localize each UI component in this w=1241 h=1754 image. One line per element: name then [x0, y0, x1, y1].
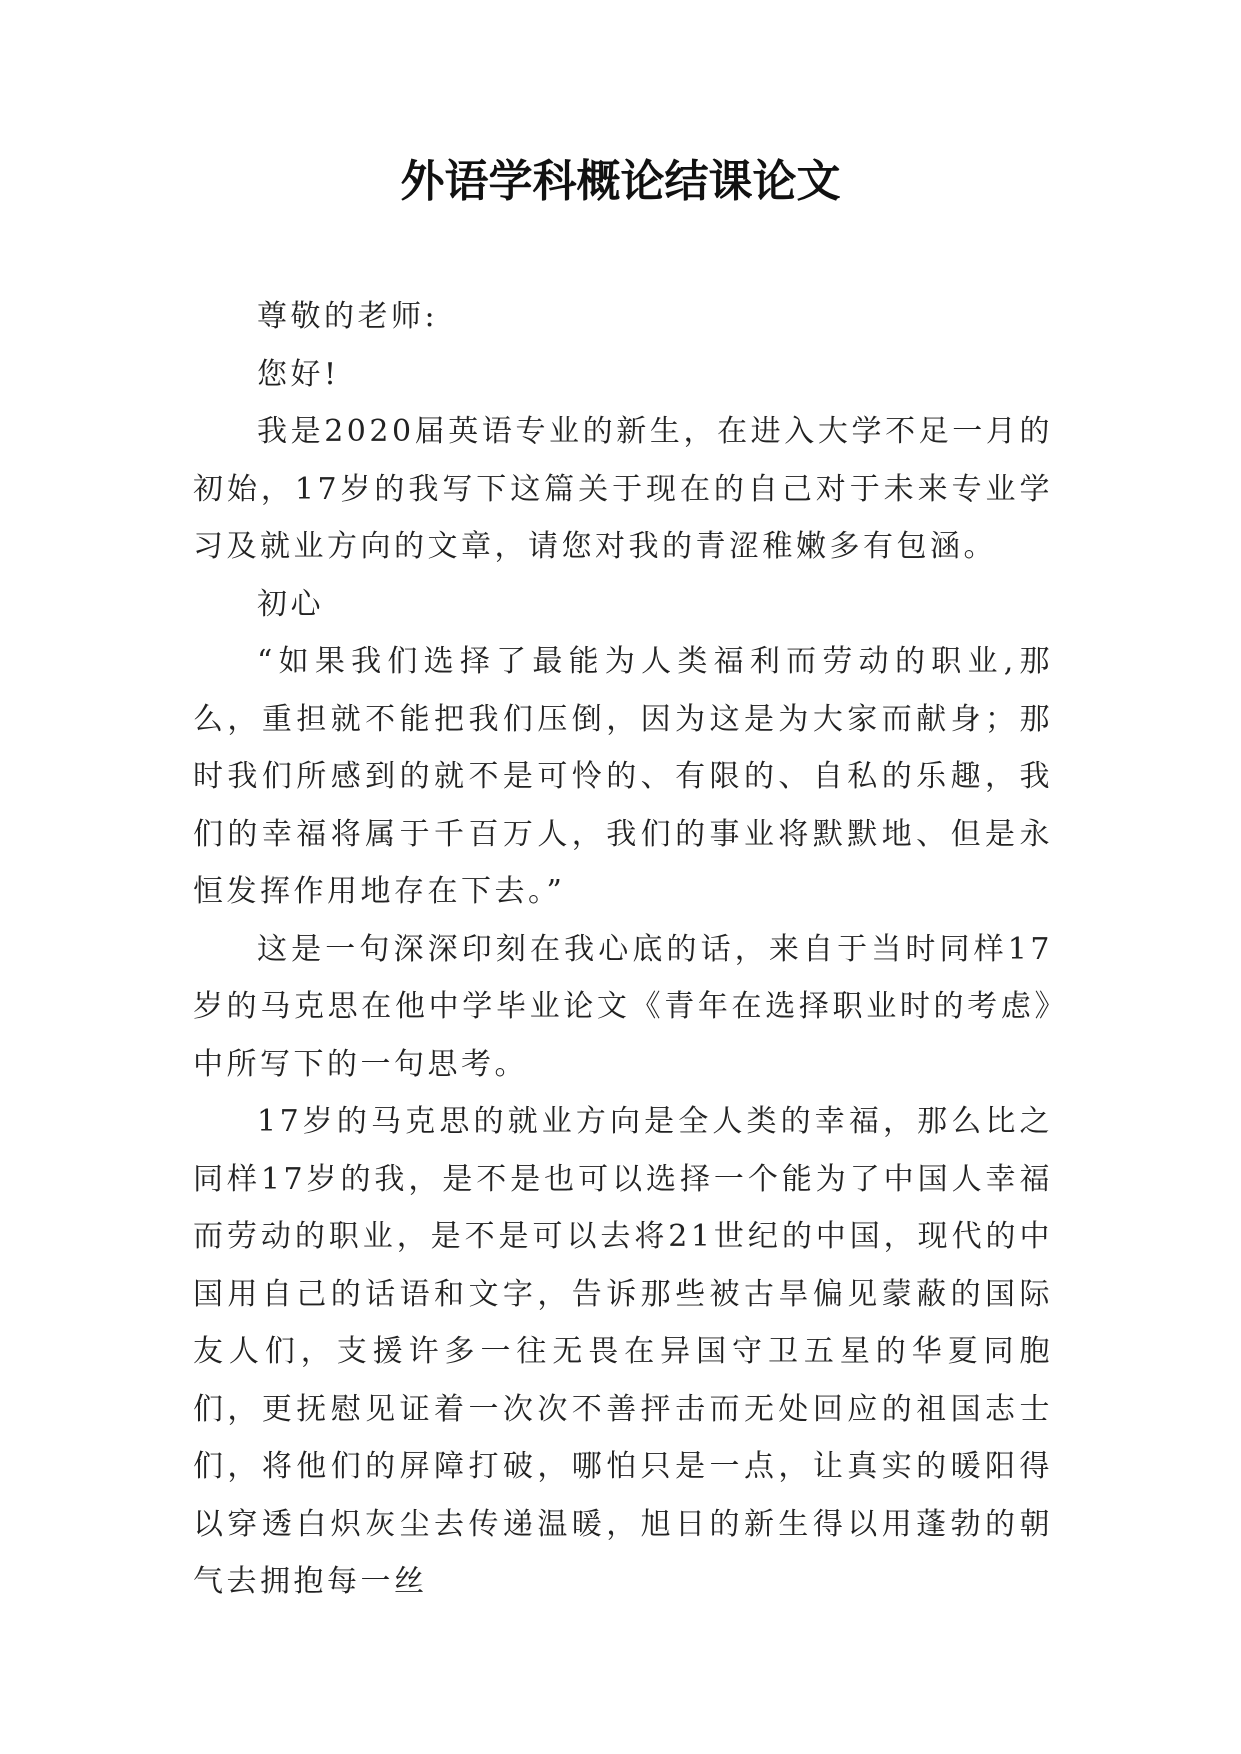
- quote-source-paragraph: 这是一句深深印刻在我心底的话，来自于当时同样17岁的马克思在他中学毕业论文《青年在选择职业时的考虑》中所写下的一句思考。: [193, 931, 1053, 1082]
- reflection-paragraph: 17岁的马克思的就业方向是全人类的幸福，那么比之同样17岁的我，是不是也可以选择一个能为了中国人幸福而劳动的职业，是不是可以去将21世纪的中国，现代的中国用自己的话语和文字，告诉那些被古旱偏见蒙蔽的国际友人们，支援许多一往无畏在异国守卫五星的华夏同胞们，更抚慰见证着一次次不善抨击而无处回应的祖国志士们，将他们的屏障打破，哪怕只是一点，让真实的暖阳得以穿透白炽灰尘去传递温暖，旭日的新生得以用蓬勃的朝气去拥抱每一丝: [193, 1104, 1053, 1599]
- document-title: 外语学科概论结课论文: [400, 156, 841, 207]
- quote-paragraph: “如果我们选择了最能为人类福利而劳动的职业,那么，重担就不能把我们压倒，因为这是为大家而献身；那时我们所感到的就不是可怜的、有限的、自私的乐趣，我们的幸福将属于千百万人，我们的事业将默默地、但是永恒发挥作用地存在下去。”: [193, 644, 1053, 909]
- intro-paragraph: 我是2020届英语专业的新生，在进入大学不足一月的初始，17岁的我写下这篇关于现在的自己对于未来专业学习及就业方向的文章，请您对我的青涩稚嫩多有包涵。: [193, 414, 1053, 564]
- document-body: [193, 288, 1053, 1611]
- section-heading: 初心: [257, 586, 324, 622]
- greeting: 您好!: [257, 356, 340, 392]
- salutation: 尊敬的老师:: [257, 299, 439, 334]
